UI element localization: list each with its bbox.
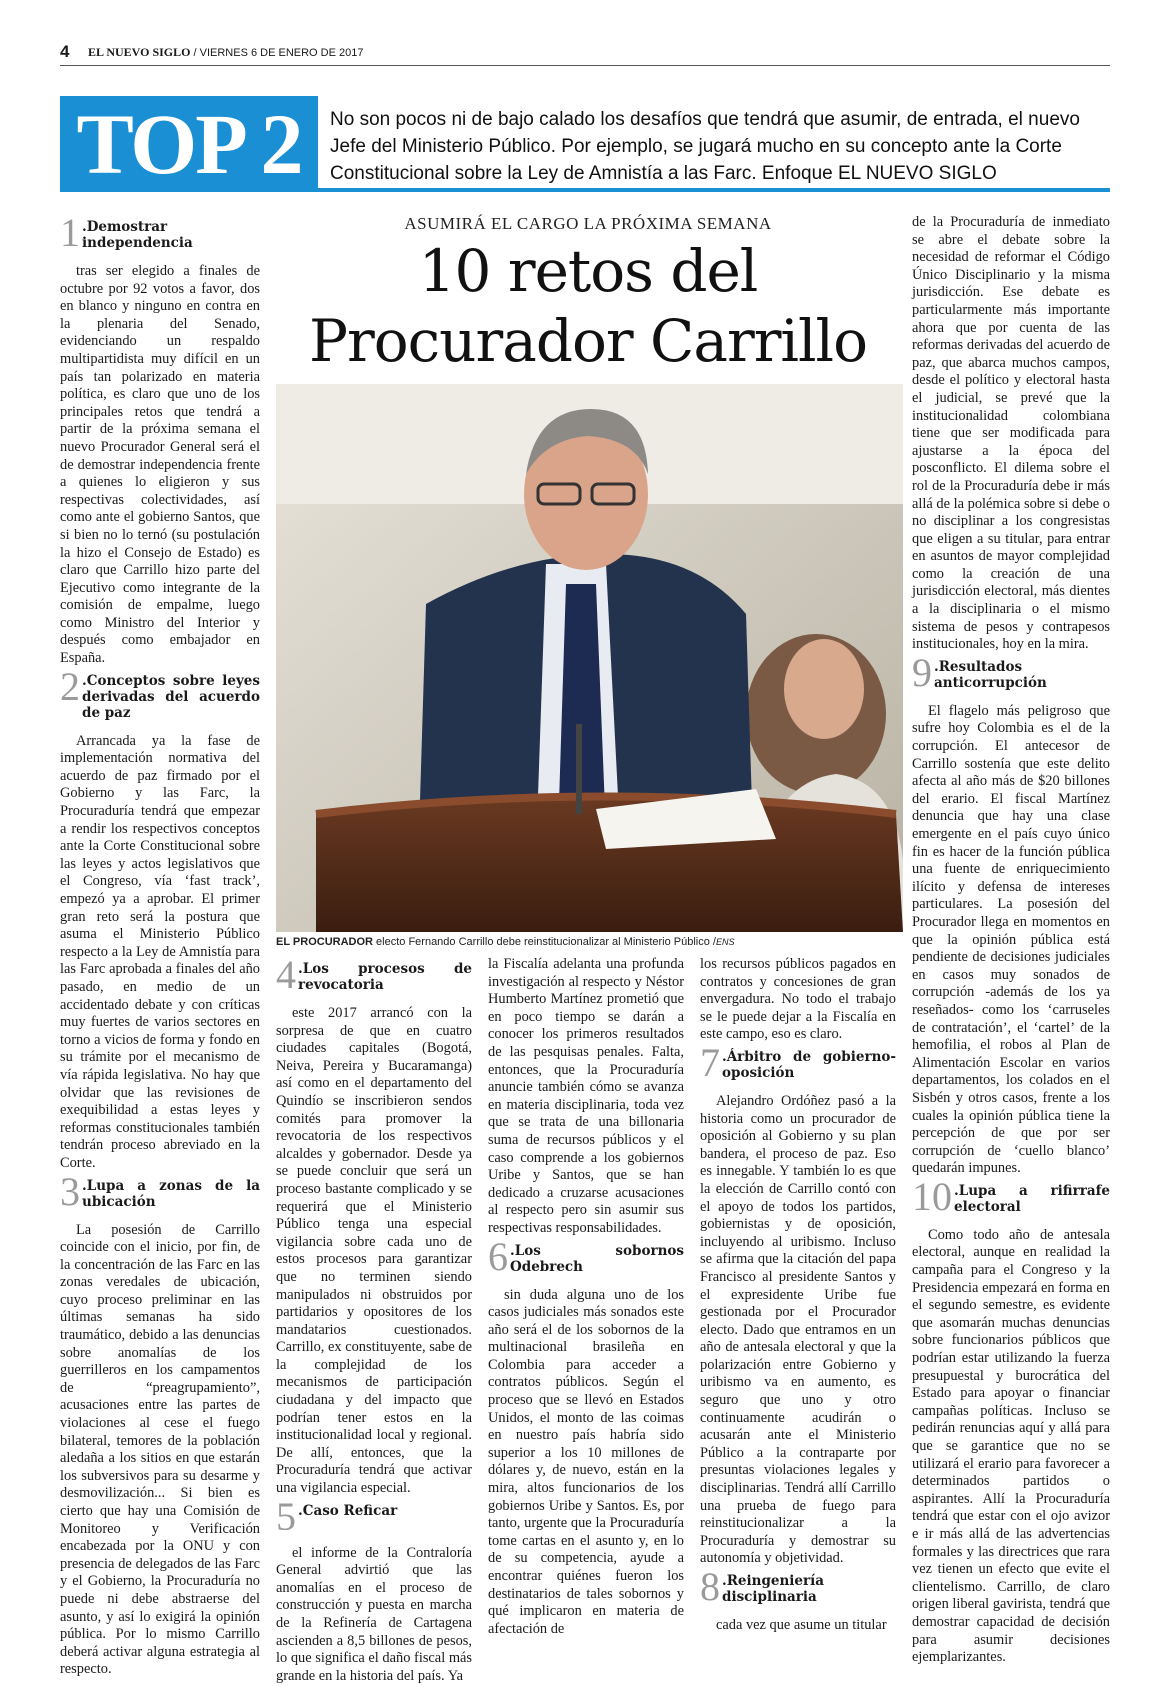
section-heading: 3 .Lupa a zonas de la ubicación (60, 1168, 260, 1214)
section-body: Arrancada ya la fase de implementación normativa del acuerdo de paz firmado por el Gobierno y las Farc, la Procuraduría tendrá que empezar a rendir los respectivos conceptos ante la Corte Constitucional sobre las leyes y actos legislativos que el Congreso, vía ‘fast track’, empezó ya a aprobar. El primer gran reto será la postura que asuma el Ministerio Público respecto a la Ley de Amnistía para las Farc aprobada a finales del año pasado, en medio de un accidentado debate y con críticas muy fuertes de varios sectores en torno a vicios de forma y fondo en su trámite por el mecanismo de vía rápida legislativa. No hay que olvidar que las revisiones de exequibilidad a estas leyes y reformas constitucionales también tendrán proceso abreviado en la Corte. (60, 732, 260, 1171)
publication-name: EL NUEVO SIGLO / VIERNES 6 DE ENERO DE 2017 (88, 45, 364, 59)
section-heading: 9 .Resultados anticorrupción (912, 649, 1047, 695)
section-heading: 7 .Árbitro de gobierno-oposición (700, 1039, 896, 1085)
section-body: Como todo año de antesala electoral, aunque en realidad la campaña para el Congreso y la Presidencia empezará en forma en el segundo semestre, es evidente que asomarán muchas denuncias sobre funcionarios públicos que podrían estar utilizando la fuerza presupuestal y burocrática del Estado para apoyar o financiar campañas políticas. Incluso se pedirán renuncias aquí y allá para que se garantice que no se utilizará el erario para favorecer a determinados partidos o aspirantes. Allí la Procuraduría tendrá que estar con el ojo avizor e ir más allá de las advertencias formales y las directrices que rara vez tienen un efecto que evite el clientelismo. Carrillo, de claro origen liberal gavirista, tendrá que demostrar capacidad de decisión para asumir decisiones ejemplarizantes. (912, 1226, 1110, 1666)
top-label: TOP 2 (60, 96, 318, 192)
photo-credit: ENS (715, 937, 735, 947)
article-kicker: ASUMIRÁ EL CARGO LA PRÓXIMA SEMANA (404, 214, 772, 233)
section-body-continued: la Fiscalía adelanta una profunda investigación al respecto y Néstor Humberto Martínez prometió que en poco tiempo se darán a conocer los primeros resultados de las pesquisas penales. Falta, entonces, que la Procuraduría anuncie también cómo se avanza en materia disciplinaria, toda vez que se trata de una billonaria suma de recursos públicos y el caso comprende a los gobiernos Uribe y Santos, que se han dedicado a cruzarse acusaciones al respecto pero sin asumir sus respectivas responsabilidades. (488, 956, 684, 1236)
column-4 (700, 956, 896, 1635)
section-body: sin duda alguna uno de los casos judiciales más sonados este año será el de los sobornos de la multinacional brasileña en Colombia para acceder a contratos públicos. Según el proceso que se llevó en Estados Unidos, el monto de las coimas en nuestro país habría sido superior a los 10 millones de dólares y, de nuevo, están en la mira, altos funcionarios de los gobiernos Uribe y Santos. Es, por tanto, urgente que la Procuraduría tome cartas en el asunto y, en lo de su competencia, ayude a encontrar quiénes fueron los destinatarios de tales sobornos y qué implicaron en materia de afectación de (488, 1286, 684, 1637)
article-title: 10 retos del Procurador Carrillo (309, 237, 867, 375)
section-heading: 8 .Reingeniería disciplinaria (700, 1564, 825, 1609)
section-heading: 2 .Conceptos sobre leyes derivadas del acuerdo de paz (60, 663, 260, 721)
section-body: cada vez que asume un titular (716, 1617, 887, 1633)
page-header (60, 42, 1110, 66)
column-5 (912, 214, 1110, 1667)
column-2 (276, 952, 472, 1685)
section-heading: 5 .Caso Reficar (276, 1493, 398, 1539)
section-heading: 1 .Demostrar independencia (60, 210, 193, 255)
issue-date: / VIERNES 6 DE ENERO DE 2017 (190, 47, 364, 59)
section-body-continued: los recursos públicos pagados en contratos y concesiones de gran envergadura. No todo el trabajo se le puede dejar a la Fiscalía en este campo, eso es claro. (700, 956, 896, 1043)
section-body: El flagelo más peligroso que sufre hoy Colombia es el de la corrupción. El antecesor de Carrillo sostenía que este delito afecta al año más de $20 billones del erario. El fiscal Martínez denuncia que hay una clase emergente en el país cuyo único fin es hacer de la función pública una fuente de enriquecimiento ilícito y defensa de intereses particulares. La posesión del Procurador llega en momentos en que la opinión pública está pendiente de decisiones judiciales en casos muy sonados de corrupción -además de los ya reseñados- como los ‘carruseles de contratación’, el ‘cartel’ de la hemofilia, el robos al Plan de Alimentación Escolar en varios departamentos, los colados en el Sisbén y otros casos, frente a los cuales la opinión pública tiene la percepción de que por ser corrupción de ‘cuello blanco’ quedarán impunes. (912, 702, 1110, 1177)
section-body: La posesión de Carrillo coincide con el inicio, por fin, de la concentración de las Farc en las zonas veredales de ubicación, cuyo proceso preliminar en las últimas semanas ha sido traumático, debido a las denuncias sobre anomalías de los guerrilleros en los campamentos de “preagrupamiento”, acusaciones entre las partes de violaciones al cese el fuego bilateral, temores de la población aledaña a los sitios en que estarán los subversivos para su desarme y desmovilización... Si bien es cierto que hay una Comisión de Monitoreo y Verificación encabezada por la ONU y con presencia de delegados de las Farc y el Gobierno, la Procuraduría no puede ni debe abstraerse del asunto, y así lo exigirá la opinión pública. Por lo mismo Carrillo deberá activar alguna estrategia al respecto. (60, 1221, 260, 1678)
section-body: tras ser elegido a finales de octubre por 92 votos a favor, dos en blanco y ninguno en contra en la plenaria del Senado, evidenciando un respaldo multipartidista muy difícil en un país tan polarizado en materia política, es claro que uno de los principales retos que tendrá a partir de la próxima semana el nuevo Procurador General será el de demostrar independencia frente a quienes lo eligieron y sus respectivas colectividades, así como ante el gobierno Santos, que si bien no lo ternó (su postulación la hizo el Consejo de Estado) es claro que Carrillo hizo parte del Ejecutivo como integrante de la comisión de empalme, luego como Ministro del Interior y después como embajador en España. (60, 263, 260, 667)
section-heading: 4 .Los procesos de revocatoria (276, 952, 472, 997)
intro-text: No son pocos ni de bajo calado los desafíos que tendrá que asumir, de entrada, el nuevo Jefe del Ministerio Público. Por ejemplo, se jugará mucho en su concepto ante la Corte Constitucional sobre la Ley de Amnistía a las Farc. Enfoque EL NUEVO SIGLO (318, 96, 1110, 192)
column-3 (488, 956, 684, 1638)
section-heading: 10 .Lupa a rifirrafe electoral (912, 1173, 1110, 1219)
section-heading: 6 .Los sobornos Odebrech (488, 1233, 684, 1279)
procurador-photo (276, 384, 903, 932)
page-number: 4 (60, 42, 70, 61)
photo-illustration (276, 384, 903, 932)
section-body-continued: de la Procuraduría de inmediato se abre el debate sobre la necesidad de reformar el Código Único Disciplinario y la misma jurisdicción. Ese debate es particularmente más importante ahora que por cuenta de las reformas derivadas del acuerdo de paz, que abarca muchos campos, desde el político y electoral hasta el judicial, se prevé que la institucionalidad colombiana tiene que ser modificada para ajustarse a la época del posconflicto. El dilema sobre el rol de la Procuraduría debe ir más allá de la polémica sobre si debe o no disciplinar a los congresistas que eligen a su titular, para entrar en asuntos de mayor complejidad como la creación de una jurisdicción electoral, más dientes a la disciplinaria o el mismo sistema de pesos y contrapesos institucionales, hoy en la mira. (912, 214, 1110, 653)
section-body: este 2017 arrancó con la sorpresa de que en cuatro ciudades capitales (Bogotá, Neiva, Pereira y Bucaramanga) así como en el departamento del Quindío se inscribieron sendos comités para promover la revocatoria de los respectivos alcaldes y gobernador. Desde ya se puede concluir que será un proceso bastante complicado y se requerirá que el Ministerio Público tenga una especial vigilancia sobre cada uno de estos procesos para garantizar que no terminen siendo manipulados ni obstruidos por partidarios y opositores de los mandatarios cuestionados. Carrillo, ex constituyente, sabe de la complejidad de los mecanismos de participación ciudadana y del impacto que podrían tener estos en la institucionalidad local y regional. De allí, entonces, que la Procuraduría tendrá que activar una vigilancia especial. (276, 1005, 472, 1497)
column-1 (60, 210, 260, 1679)
photo-caption: EL PROCURADOR electo Fernando Carrillo debe reinstitucionalizar al Ministerio Público /ENS (276, 936, 735, 948)
section-body: el informe de la Contraloría General advirtió que las anomalías en el proceso de construcción y puesta en marcha de la Refinería de Cartagena ascienden a 8,5 billones de pesos, lo que significa el daño fiscal más grande en la historia del país. Ya (276, 1544, 472, 1684)
section-body: Alejandro Ordóñez pasó a la historia como un procurador de oposición al Gobierno y su plan bandera, el proceso de paz. Eso es innegable. Y también lo es que la elección de Carrillo contó con el apoyo de todos los partidos, gobiernistas y de oposición, incluyendo al uribismo. Incluso se afirma que la citación del papa Francisco al presidente Santos y el expresidente Uribe fue gestionada por el Procurador electo. Dado que entramos en un año de antesala electoral y que la polarización entre Gobierno y uribismo va en aumento, es seguro que uno y otro continuamente acudirán o acusarán ante el Ministerio Público a la contraparte por presuntas violaciones legales y disciplinarias. Tendrá allí Carrillo una prueba de fuego para reinstitucionalizar a la Procuraduría y demostrar su autonomía y objetividad. (700, 1092, 896, 1567)
